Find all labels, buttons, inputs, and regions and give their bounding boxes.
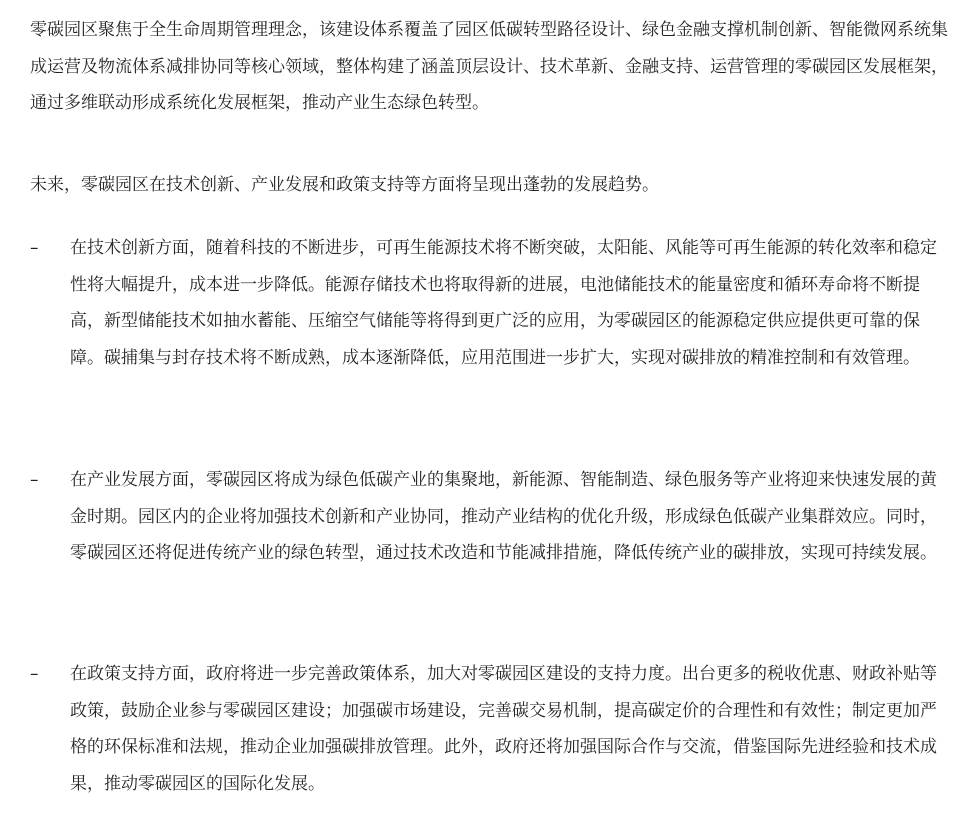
outlook-paragraph: 未来，零碳园区在技术创新、产业发展和政策支持等方面将呈现出蓬勃的发展趋势。 xyxy=(30,175,659,195)
bullet-dash: – xyxy=(30,664,39,684)
bullet-dash: – xyxy=(30,470,39,490)
bullet-text-policy: 在政策支持方面，政府将进一步完善政策体系，加大对零碳园区建设的支持力度。出台更多的税收优惠、财政补贴等政策，鼓励企业参与零碳园区建设；加强碳市场建设，完善碳交易机制，提高碳定价的合理性和有效性；制定更加严格的环保标准和法规，推动企业加强碳排放管理。此外，政府还将加强国际合作与交流，借鉴国际先进经验和技术成果，推动零碳园区的国际化发展。 xyxy=(70,664,937,794)
intro-paragraph: 零碳园区聚焦于全生命周期管理理念，该建设体系覆盖了园区低碳转型路径设计、绿色金融支撑机制创新、智能微网系统集成运营及物流体系减排协同等核心领域，整体构建了涵盖顶层设计、技术革新、金融支持、运营管理的零碳园区发展框架，通过多维联动形成系统化发展框架，推动产业生态绿色转型。 xyxy=(30,20,948,113)
bullet-dash: – xyxy=(30,238,39,258)
bullet-text-industry: 在产业发展方面，零碳园区将成为绿色低碳产业的集聚地，新能源、智能制造、绿色服务等产业将迎来快速发展的黄金时期。园区内的企业将加强技术创新和产业协同，推动产业结构的优化升级，形成绿色低碳产业集群效应。同时，零碳园区还将促进传统产业的绿色转型，通过技术改造和节能减排措施，降低传统产业的碳排放，实现可持续发展。 xyxy=(70,470,937,563)
bullet-text-technology: 在技术创新方面，随着科技的不断进步，可再生能源技术将不断突破，太阳能、风能等可再生能源的转化效率和稳定性将大幅提升，成本进一步降低。能源存储技术也将取得新的进展，电池储能技术的能量密度和循环寿命将不断提高，新型储能技术如抽水蓄能、压缩空气储能等将得到更广泛的应用，为零碳园区的能源稳定供应提供更可靠的保障。碳捕集与封存技术将不断成熟，成本逐渐降低，应用范围进一步扩大，实现对碳排放的精准控制和有效管理。 xyxy=(70,238,937,368)
